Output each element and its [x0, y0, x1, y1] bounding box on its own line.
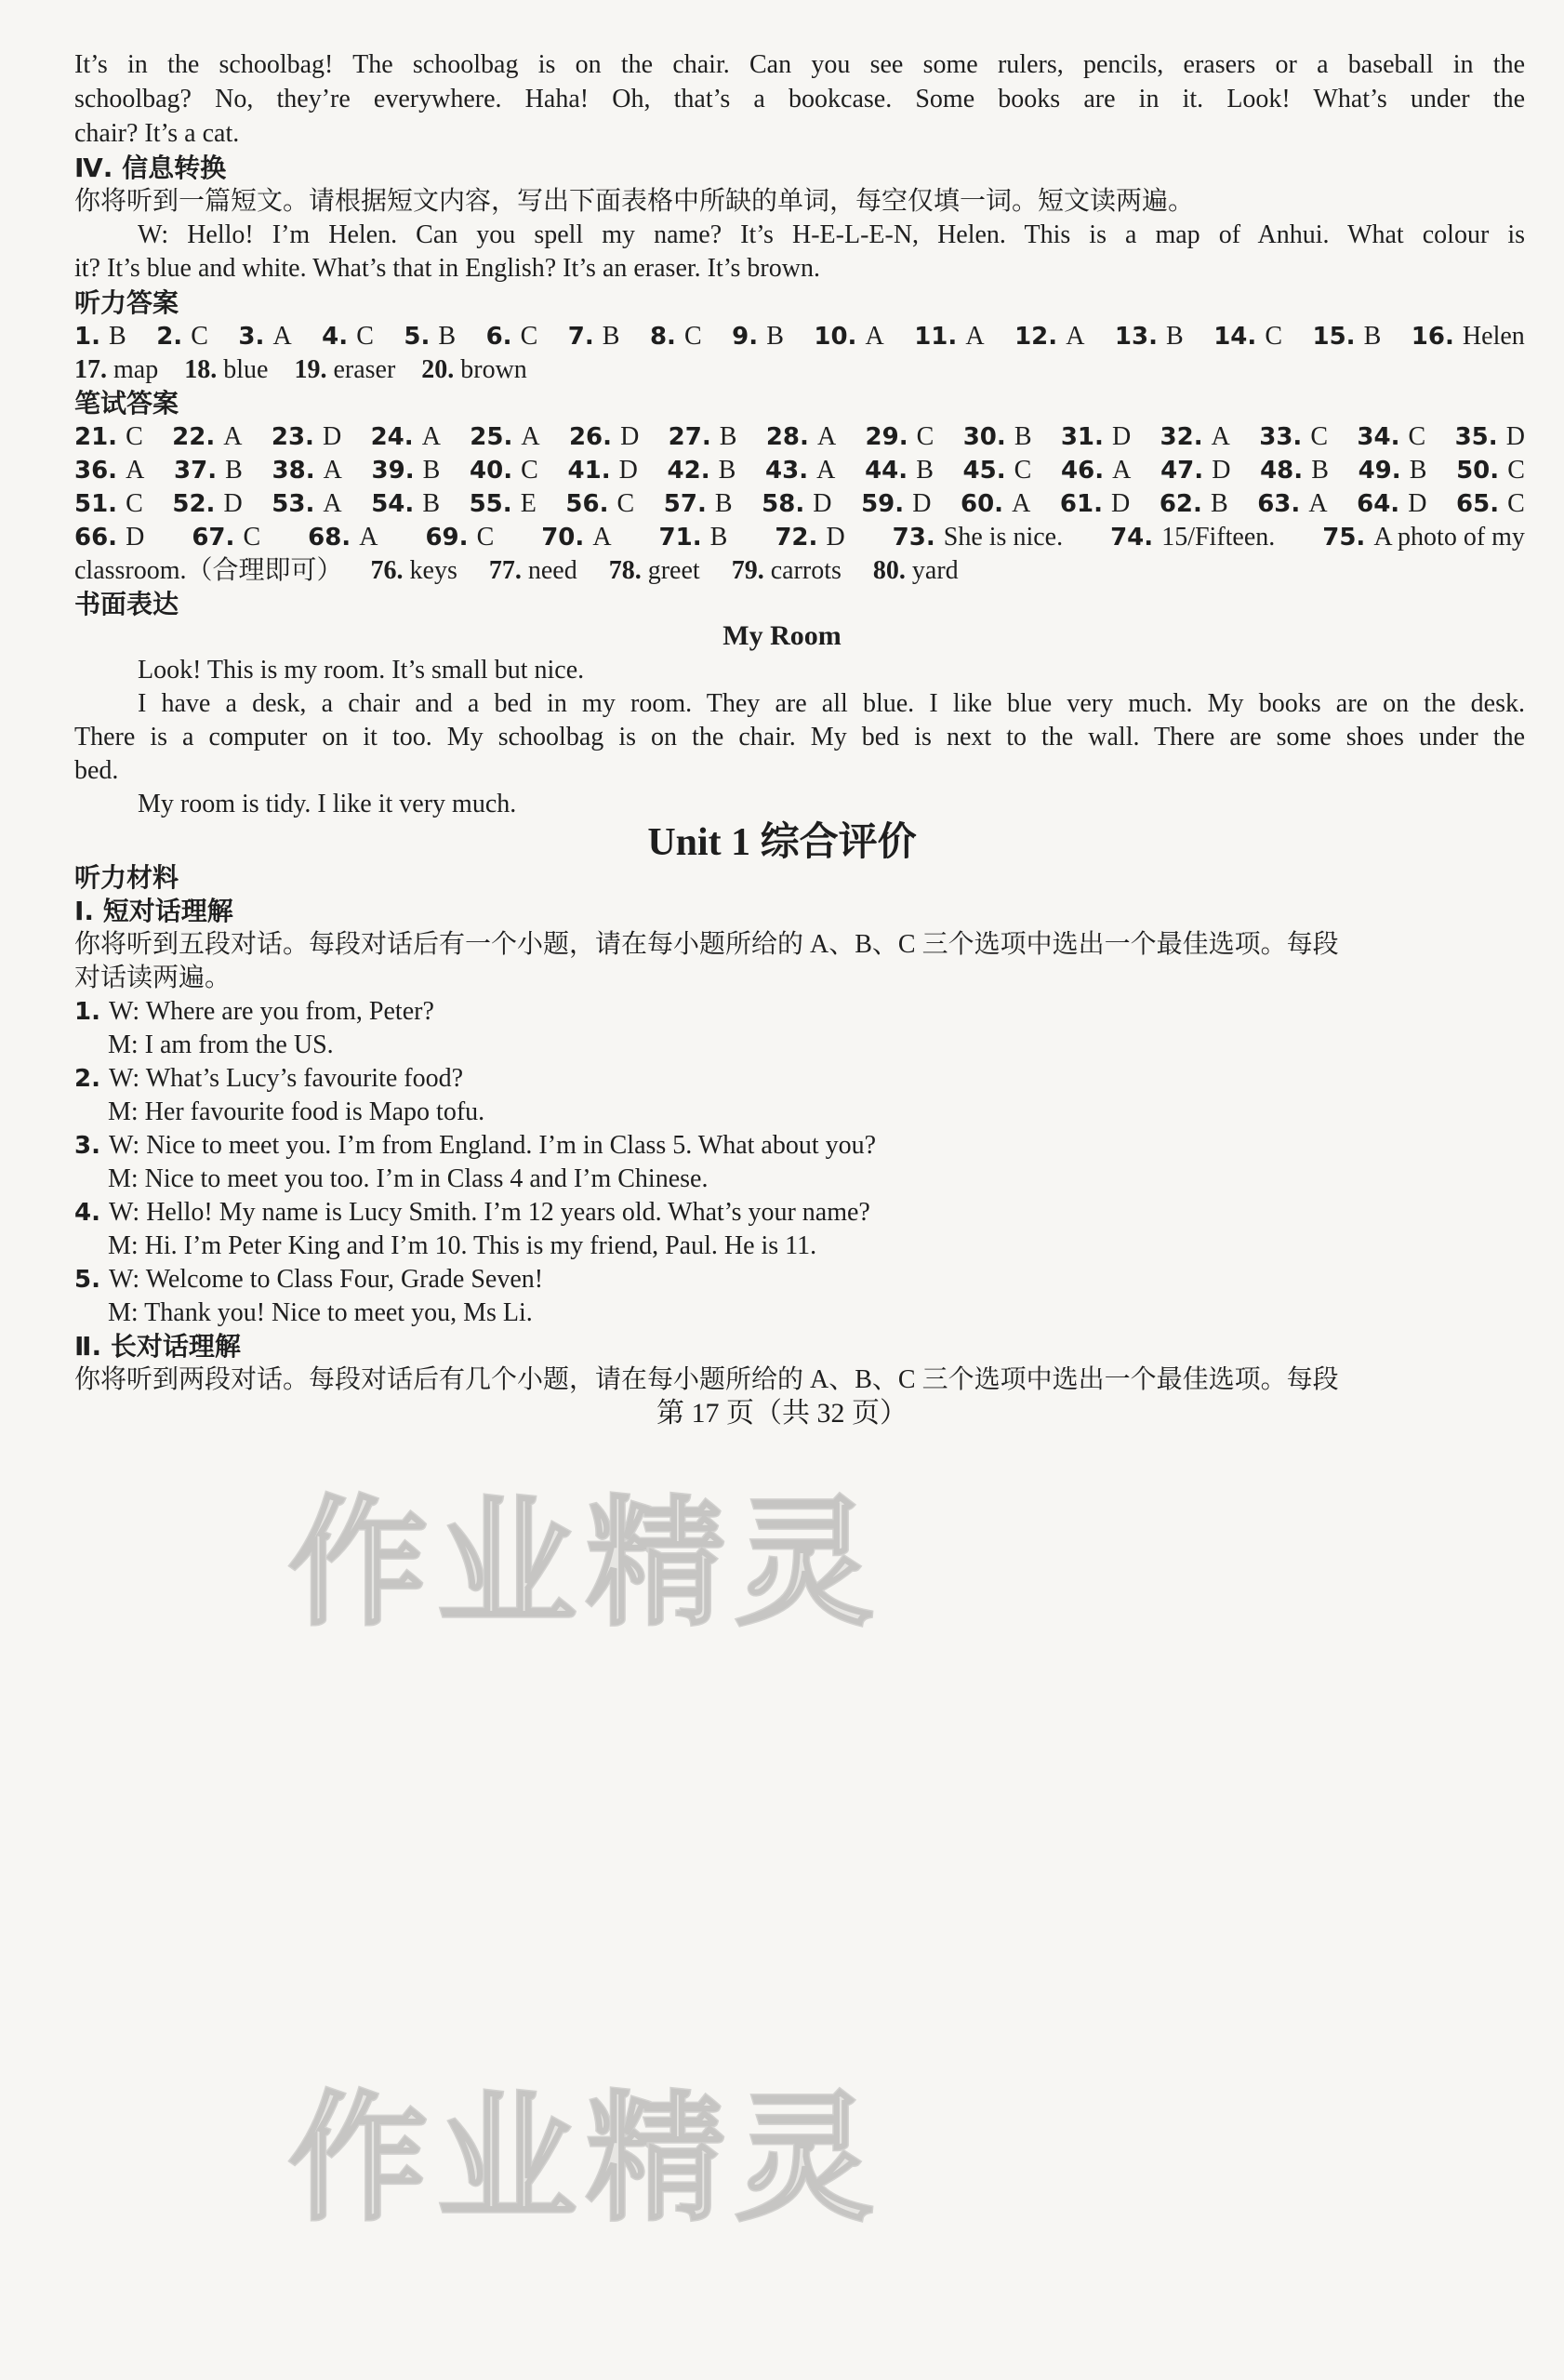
answer-value: B [1409, 456, 1427, 485]
answer-item [732, 318, 784, 355]
answer-number: 15. [1312, 323, 1364, 351]
answer-value: A [272, 322, 292, 351]
answer-number: 7. [567, 323, 603, 351]
answer-value: C [520, 322, 538, 351]
answer-item [1060, 485, 1130, 523]
answer-number: 4. [322, 323, 357, 351]
answer-value: A [359, 523, 378, 552]
written-answers-heading: 笔试答案 [74, 388, 179, 419]
answer-item [873, 552, 959, 590]
answer-item [1110, 519, 1275, 556]
answer-item [669, 419, 737, 456]
answer-number: 75. [1322, 524, 1374, 552]
answer-number: 25. [470, 423, 522, 451]
answer-item [914, 318, 984, 355]
dialogue-line: M: Thank you! Nice to meet you, Ms Li. [108, 1298, 533, 1327]
answer-item [541, 519, 611, 556]
answer-item [568, 452, 638, 489]
answer-item [1357, 485, 1426, 523]
answer-item [664, 485, 733, 523]
essay-paragraph: bed. [74, 756, 119, 785]
answer-item [762, 485, 831, 523]
answer-value: D [1505, 422, 1525, 451]
answer-item [1014, 318, 1084, 355]
answer-number: 57. [663, 490, 715, 518]
answer-item [732, 552, 842, 590]
answer-item [470, 452, 538, 489]
answer-item [1412, 318, 1525, 355]
answer-number: 17. [74, 355, 113, 384]
answer-item [893, 519, 1063, 556]
answer-item [1456, 485, 1525, 523]
dialogue-line: 1. W: Where are you from, Peter? [74, 997, 434, 1026]
answer-number: 50. [1456, 457, 1508, 485]
answer-number: 31. [1060, 423, 1112, 451]
answer-value: eraser [333, 355, 396, 384]
answer-item [609, 552, 700, 590]
answer-number: 71. [658, 524, 710, 552]
answer-value: B [916, 456, 934, 485]
answer-number: 70. [541, 524, 593, 552]
answer-value: A [521, 422, 540, 451]
answer-value: greet [647, 556, 700, 585]
answer-number: 1. [74, 323, 110, 351]
answer-item [1456, 452, 1525, 489]
answer-number: 44. [865, 457, 917, 485]
dialogue-line: 4. W: Hello! My name is Lucy Smith. I’m 12 years old. What’s your name? [74, 1198, 870, 1227]
answer-value: B [709, 523, 728, 552]
answer-item [425, 519, 494, 556]
answer-number: 52. [172, 490, 224, 518]
answer-value: D [1212, 456, 1231, 485]
answer-item [1322, 519, 1525, 556]
answer-value: D [126, 523, 145, 552]
answer-number: 33. [1259, 423, 1311, 451]
answer-value: C [356, 322, 374, 351]
answer-item [172, 419, 242, 456]
answer-value: C [1507, 456, 1525, 485]
answer-value: B [109, 322, 126, 351]
answer-number: 76. [370, 556, 410, 585]
answer-item [569, 419, 639, 456]
answer-value: A [1066, 322, 1085, 351]
answer-number: 13. [1114, 323, 1167, 351]
answer-value: B [1166, 322, 1184, 351]
answer-row [74, 318, 1525, 355]
answer-item [1357, 419, 1425, 456]
dialogue-line: 2. W: What’s Lucy’s favourite food? [74, 1064, 464, 1093]
answer-value: B [1014, 422, 1032, 451]
answer-number: 60. [960, 490, 1013, 518]
answer-item [174, 452, 243, 489]
answer-value: D [1111, 489, 1131, 518]
answer-value: yard [911, 556, 959, 585]
answer-number: 5. [404, 323, 439, 351]
answer-item [294, 352, 395, 389]
answer-row [74, 485, 1525, 523]
answer-number: 65. [1456, 490, 1508, 518]
answer-value: D [912, 489, 932, 518]
instruction-text: 对话读两遍。 [74, 964, 232, 992]
answer-item [1160, 419, 1230, 456]
answer-item [775, 519, 844, 556]
answer-item [184, 352, 268, 389]
answer-item [470, 485, 537, 523]
answer-number: 62. [1159, 490, 1211, 518]
answer-value: C [916, 422, 934, 451]
answer-row [74, 419, 1525, 456]
answer-number: 68. [308, 524, 360, 552]
answer-item [659, 519, 728, 556]
instruction-text: 你将听到五段对话。每段对话后有一个小题，请在每小题所给的 A、B、C 三个选项中选出一个最佳选项。每段 [74, 930, 1339, 959]
essay-heading: 书面表达 [74, 589, 179, 619]
answer-number: 78. [608, 556, 648, 585]
answer-value: B [766, 322, 784, 351]
answer-item [272, 419, 341, 456]
watermark: 作业精灵 [288, 2079, 884, 2240]
answer-item [1061, 419, 1131, 456]
answer-number: 8. [649, 323, 684, 351]
answer-item [865, 452, 934, 489]
answer-number: 49. [1358, 457, 1410, 485]
answer-number: 61. [1059, 490, 1112, 518]
answer-item [1313, 318, 1382, 355]
dialogue-line: M: Hi. I’m Peter King and I’m 10. This is my friend, Paul. He is 11. [108, 1231, 817, 1260]
answer-number: 36. [74, 457, 126, 485]
answer-value: C [476, 523, 495, 552]
answer-value: A [1308, 489, 1328, 518]
answer-number: 66. [74, 524, 126, 552]
answer-value: Helen [1462, 322, 1525, 351]
answer-item [1260, 452, 1329, 489]
answer-item [866, 419, 934, 456]
answer-item [650, 318, 702, 355]
answer-value: A [223, 422, 243, 451]
answer-number: 54. [371, 490, 423, 518]
answer-number: 23. [271, 423, 323, 451]
answer-item [1160, 485, 1228, 523]
answer-item [238, 318, 291, 355]
watermark: 作业精灵 [288, 1483, 884, 1645]
page-footer: 第 17 页（共 32 页） [656, 1398, 908, 1429]
answer-number: 72. [775, 524, 827, 552]
answer-text: classroom.（合理即可） [74, 556, 343, 585]
answer-number: 9. [732, 323, 767, 351]
answer-value: need [527, 556, 577, 585]
answer-item [861, 485, 931, 523]
answer-value: A [421, 422, 441, 451]
answer-value: map [113, 355, 159, 384]
materials-heading: 听力材料 [74, 862, 179, 893]
answer-item [1213, 318, 1282, 355]
answer-number: 14. [1213, 323, 1266, 351]
dialogue-line: M: Her favourite food is Mapo tofu. [108, 1097, 485, 1126]
answer-value: D [618, 456, 638, 485]
answer-item [74, 452, 144, 489]
answer-item [272, 485, 341, 523]
answer-value: brown [460, 355, 527, 384]
section-heading: Ⅰ. 短对话理解 [74, 896, 233, 926]
answer-item [172, 485, 242, 523]
answer-item [1061, 452, 1131, 489]
answer-number: 21. [74, 423, 126, 451]
answer-value: C [126, 422, 143, 451]
answer-item [963, 452, 1032, 489]
answer-number: 58. [762, 490, 814, 518]
answer-number: 2. [156, 323, 192, 351]
answer-value: D [1111, 422, 1132, 451]
answer-number: 32. [1160, 423, 1212, 451]
answer-number: 37. [174, 457, 226, 485]
answer-value: C [191, 322, 208, 351]
answer-row [74, 352, 1525, 389]
answer-number: 51. [74, 490, 126, 518]
answer-number: 53. [272, 490, 324, 518]
answer-number: 45. [962, 457, 1014, 485]
unit-title: Unit 1 综合评价 [647, 821, 917, 864]
answer-number: 12. [1014, 323, 1067, 351]
answer-item [1359, 452, 1427, 489]
answer-item [74, 485, 143, 523]
answer-value: blue [223, 355, 269, 384]
answer-value: She is nice. [943, 523, 1064, 552]
answer-number: 77. [488, 556, 528, 585]
answer-number: 80. [872, 556, 912, 585]
answer-value: C [521, 456, 538, 485]
answer-item [372, 452, 441, 489]
answer-number: 48. [1260, 457, 1312, 485]
answer-number: 64. [1357, 490, 1409, 518]
answer-value: B [1363, 322, 1382, 351]
answer-number: 46. [1061, 457, 1113, 485]
answer-number: 41. [567, 457, 619, 485]
answer-number: 20. [421, 355, 461, 384]
answer-value: B [1210, 489, 1228, 518]
answer-item [308, 519, 378, 556]
answer-item [963, 419, 1032, 456]
answer-number: 10. [814, 323, 866, 351]
answer-value: C [1014, 456, 1032, 485]
answer-value: B [422, 489, 441, 518]
answer-number: 19. [294, 355, 334, 384]
answer-value: B [438, 322, 457, 351]
answer-value: A [592, 523, 612, 552]
answer-value: A photo of my [1373, 523, 1525, 552]
answer-value: C [684, 322, 702, 351]
answer-number: 40. [470, 457, 522, 485]
answer-number: 3. [238, 323, 273, 351]
answer-value: C [126, 489, 143, 518]
answer-number: 43. [765, 457, 817, 485]
answer-value: D [1408, 489, 1427, 518]
answer-number: 59. [861, 490, 913, 518]
answer-number: 47. [1160, 457, 1213, 485]
answer-value: carrots [770, 556, 842, 585]
answer-value: D [223, 489, 243, 518]
text-line: chair? It’s a cat. [74, 119, 240, 148]
answer-item [814, 318, 883, 355]
answer-value: B [422, 456, 441, 485]
answer-item [1455, 419, 1525, 456]
text-line: schoolbag? No, they’re everywhere. Haha! Oh, that’s a bookcase. Some books are in it. Look! What’s under the [74, 85, 1525, 113]
answer-value: A [323, 489, 342, 518]
answer-item [486, 318, 538, 355]
answer-number: 27. [668, 423, 720, 451]
answer-item [371, 485, 440, 523]
answer-number: 35. [1454, 423, 1506, 451]
answer-item [371, 552, 457, 590]
answer-item [192, 519, 260, 556]
answer-number: 69. [425, 524, 477, 552]
answer-item [568, 318, 620, 355]
answer-number: 6. [485, 323, 521, 351]
instruction-text: 你将听到两段对话。每段对话后有几个小题，请在每小题所给的 A、B、C 三个选项中选出一个最佳选项。每段 [74, 1365, 1339, 1394]
answer-value: D [826, 523, 845, 552]
answer-value: B [718, 456, 736, 485]
answer-item [74, 419, 143, 456]
answer-value: keys [409, 556, 457, 585]
answer-item [74, 318, 126, 355]
text-line: It’s in the schoolbag! The schoolbag is on the chair. Can you see some rulers, pencils, erasers or a baseball in the [74, 50, 1525, 79]
text-line: W: Hello! I’m Helen. Can you spell my name? It’s H-E-L-E-N, Helen. This is a map of Anhui. What colour is [138, 220, 1525, 249]
answer-item [1257, 485, 1327, 523]
listening-answers-heading: 听力答案 [74, 287, 179, 318]
answer-value: A [1012, 489, 1031, 518]
answer-number: 73. [892, 524, 944, 552]
answer-number: 26. [568, 423, 621, 451]
answer-value: D [322, 422, 342, 451]
answer-value: B [1311, 456, 1329, 485]
answer-item [1160, 452, 1230, 489]
dialogue-line: 5. W: Welcome to Class Four, Grade Seven! [74, 1265, 544, 1294]
answer-value: B [714, 489, 733, 518]
answer-item [1259, 419, 1328, 456]
answer-number: 39. [371, 457, 423, 485]
answer-row [74, 519, 1525, 556]
answer-number: 56. [565, 490, 617, 518]
answer-item [156, 318, 208, 355]
essay-title: My Room [722, 620, 842, 651]
answer-item [74, 352, 158, 389]
answer-item [766, 419, 836, 456]
answer-item [404, 318, 456, 355]
answer-value: A [1211, 422, 1230, 451]
answer-number: 16. [1411, 323, 1463, 351]
essay-paragraph: There is a computer on it too. My schoolbag is on the chair. My bed is next to the wall. There are some shoes under the [74, 723, 1525, 751]
answer-number: 24. [370, 423, 422, 451]
answer-number: 18. [184, 355, 224, 384]
answer-row [74, 452, 1525, 489]
answer-item [565, 485, 634, 523]
answer-value: C [1310, 422, 1329, 451]
answer-item [322, 318, 374, 355]
answer-item [74, 519, 144, 556]
essay-paragraph: I have a desk, a chair and a bed in my room. They are all blue. I like blue very much. My books are on the desk. [138, 689, 1525, 718]
answer-row [74, 552, 1525, 590]
answer-value: A [323, 456, 342, 485]
answer-value: C [1265, 322, 1283, 351]
dialogue-line: M: Nice to meet you too. I’m in Class 4 and I’m Chinese. [108, 1164, 709, 1193]
answer-value: D [620, 422, 640, 451]
answer-group [371, 552, 959, 590]
answer-item [470, 419, 539, 456]
answer-value: A [865, 322, 884, 351]
answer-number: 42. [667, 457, 719, 485]
answer-number: 22. [172, 423, 224, 451]
answer-value: C [1507, 489, 1525, 518]
answer-item [371, 419, 441, 456]
answer-value: A [816, 422, 837, 451]
answer-item [765, 452, 835, 489]
essay-paragraph: My room is tidy. I like it very much. [138, 790, 517, 818]
answer-number: 30. [962, 423, 1014, 451]
answer-number: 67. [192, 524, 244, 552]
dialogue-line: 3. W: Nice to meet you. I’m from England. I’m in Class 5. What about you? [74, 1131, 877, 1160]
answer-number: 38. [272, 457, 324, 485]
answer-value: A [1112, 456, 1132, 485]
answer-value: C [616, 489, 635, 518]
answer-value: A [816, 456, 836, 485]
answer-value: E [520, 489, 537, 518]
answer-value: 15/Fifteen. [1161, 523, 1276, 552]
answer-value: D [813, 489, 832, 518]
answer-number: 55. [469, 490, 521, 518]
answer-item [961, 485, 1030, 523]
answer-number: 79. [731, 556, 771, 585]
answer-number: 63. [1257, 490, 1309, 518]
essay-paragraph: Look! This is my room. It’s small but nice. [138, 656, 585, 685]
answer-number: 11. [914, 323, 966, 351]
text-line: it? It’s blue and white. What’s that in English? It’s an eraser. It’s brown. [74, 254, 820, 283]
answer-item [489, 552, 577, 590]
answer-value: B [719, 422, 737, 451]
answer-value: C [243, 523, 261, 552]
answer-item [272, 452, 342, 489]
answer-item [668, 452, 736, 489]
section-heading: Ⅳ. 信息转换 [74, 153, 227, 183]
answer-number: 74. [1110, 524, 1162, 552]
dialogue-line: M: I am from the US. [108, 1030, 334, 1059]
instruction-text: 你将听到一篇短文。请根据短文内容，写出下面表格中所缺的单词，每空仅填一词。短文读两遍。 [74, 187, 1195, 216]
answer-value: A [965, 322, 985, 351]
section-heading: Ⅱ. 长对话理解 [74, 1331, 241, 1362]
answer-number: 34. [1357, 423, 1409, 451]
answer-value: C [1408, 422, 1426, 451]
answer-value: A [126, 456, 145, 485]
answer-value: B [225, 456, 243, 485]
answer-value: B [602, 322, 620, 351]
answer-item [421, 352, 527, 389]
answer-number: 28. [765, 423, 817, 451]
answer-number: 29. [865, 423, 917, 451]
answer-item [1115, 318, 1184, 355]
